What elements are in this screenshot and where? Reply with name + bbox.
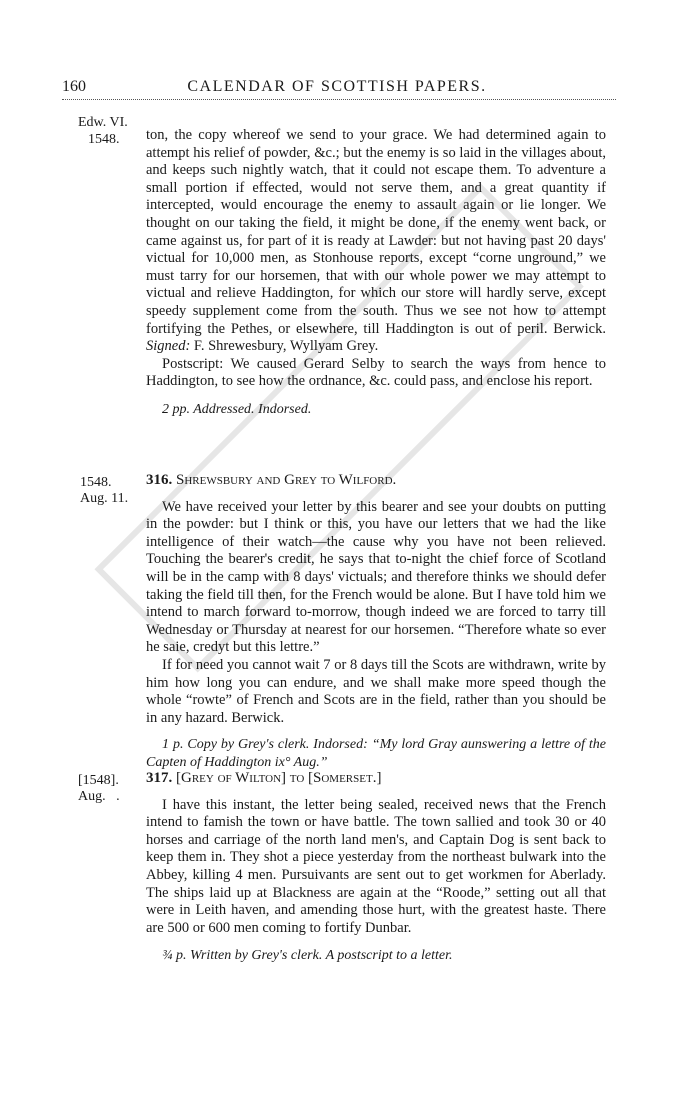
entry-317-heading [146,770,606,788]
header-rule [62,99,616,100]
margin-date-316: Aug. 11. [80,491,129,506]
entry-317-description: ¾ p. Written by Grey's clerk. A postscript to a letter. [162,948,453,964]
margin-reign: Edw. VI. [78,115,128,130]
entry-317 [146,770,606,965]
entry-316-heading [146,472,606,490]
entry-continued-text: ton, the copy whereof we send to your grace. We had determined again to attempt his relief of powder, &c.; but the enemy is so laid in the villages about, and keeps such nightly watch, that it could not escape them. To adventure a small portion if effected, would not serve them, and a great quantity if intercepted, would encourage the enemy to assault again or lie longer. We thought on our taking the field, it might be done, if the enemy went back, or came against us, for part of it is ready at Lawder: but not having past 20 days' victual for 10,000 men, as Stonhouse reports, except “corne unground,” we must tarry for our horsemen, that with our whole power we may attempt to victual and relieve Haddington, for which our store will hardly serve, except speedy supplement come from the south. Thus we see not how to attempt fortifying the Pethes, or elsewhere, till Haddington is out of peril. Berwick. [146,127,606,337]
page-number: 160 [62,78,86,95]
entry-317-title: [Grey of Wilton] to [Somerset.] [176,770,382,786]
postscript: Postscript: We caused Gerard Selby to search the ways from hence to Haddington, to see how the ordnance, &c. could pass, and enclose his report. [146,355,606,390]
entry-continued-description: 2 pp. Addressed. Indorsed. [162,401,312,417]
entry-316-para2: If for need you cannot wait 7 or 8 days till the Scots are withdrawn, write by him how long you can endure, and we shall make more speed though the whole “rowte” of French and Scots are in the field, rather than you should be in any hazard. Berwick. [146,656,606,726]
entry-317-number: 317. [146,770,173,786]
signed-label: Signed: [146,338,191,355]
entry-316-description-quote: “My lord Gray aunswering a lettre of the Capten of Haddington ix° Aug.” [146,737,607,770]
entry-316-number: 316. [146,472,173,488]
entry-316-description [146,736,606,771]
entry-316-description-italic: 1 p. Copy by Grey's clerk. Indorsed: [162,737,368,753]
entry-317-para1: I have this instant, the letter being sealed, received news that the French intend to famish the town or have battle. The town sallied and took 30 or 40 horses and carriage of the north land men's, and Captain Dog is sent back to keep them in. They shot a piece yesterday from the northeast bulwark into the Abbey, killing 4 men. Pursuivants are sent out to get workmen for Aberlady. The ships laid up at Blackness are again at the “Roode,” setting out all that were in Leith haven, and amending those hurt, with the greatest haste. There are 500 or 600 men coming to fortify Dunbar. [146,796,606,936]
running-title: CALENDAR OF SCOTTISH PAPERS. [187,78,487,95]
signatures: F. Shrewesbury, Wyllyam Grey. [193,338,379,355]
entry-316-para1: We have received your letter by this bearer and see your doubts on putting in the powder: but I think or this, you have our letters that we had the like intelligence of their watch—the cause why you have not been relieved. Touching the bearer's credit, he says that to-night the chief force of Scotland will be in the camp with 8 days' victuals; and therefore thinks we should defer taking the field till then, for the French would be alone. But I have told him we intend to march forward to-morrow, though indeed we are forced to tarry till Wednesday or Thursday at nearest for our horsemen. “Therefore whate so ever he saie, credyt but this lettre.” [146,498,606,656]
margin-year: 1548. [88,132,120,147]
margin-date-317: Aug. . [78,789,120,804]
entry-continued [146,127,606,419]
margin-year-316: 1548. [80,475,112,490]
entry-316 [146,472,606,772]
margin-year-317: [1548]. [78,773,119,788]
entry-316-title: Shrewsbury and Grey to Wilford. [176,472,397,488]
